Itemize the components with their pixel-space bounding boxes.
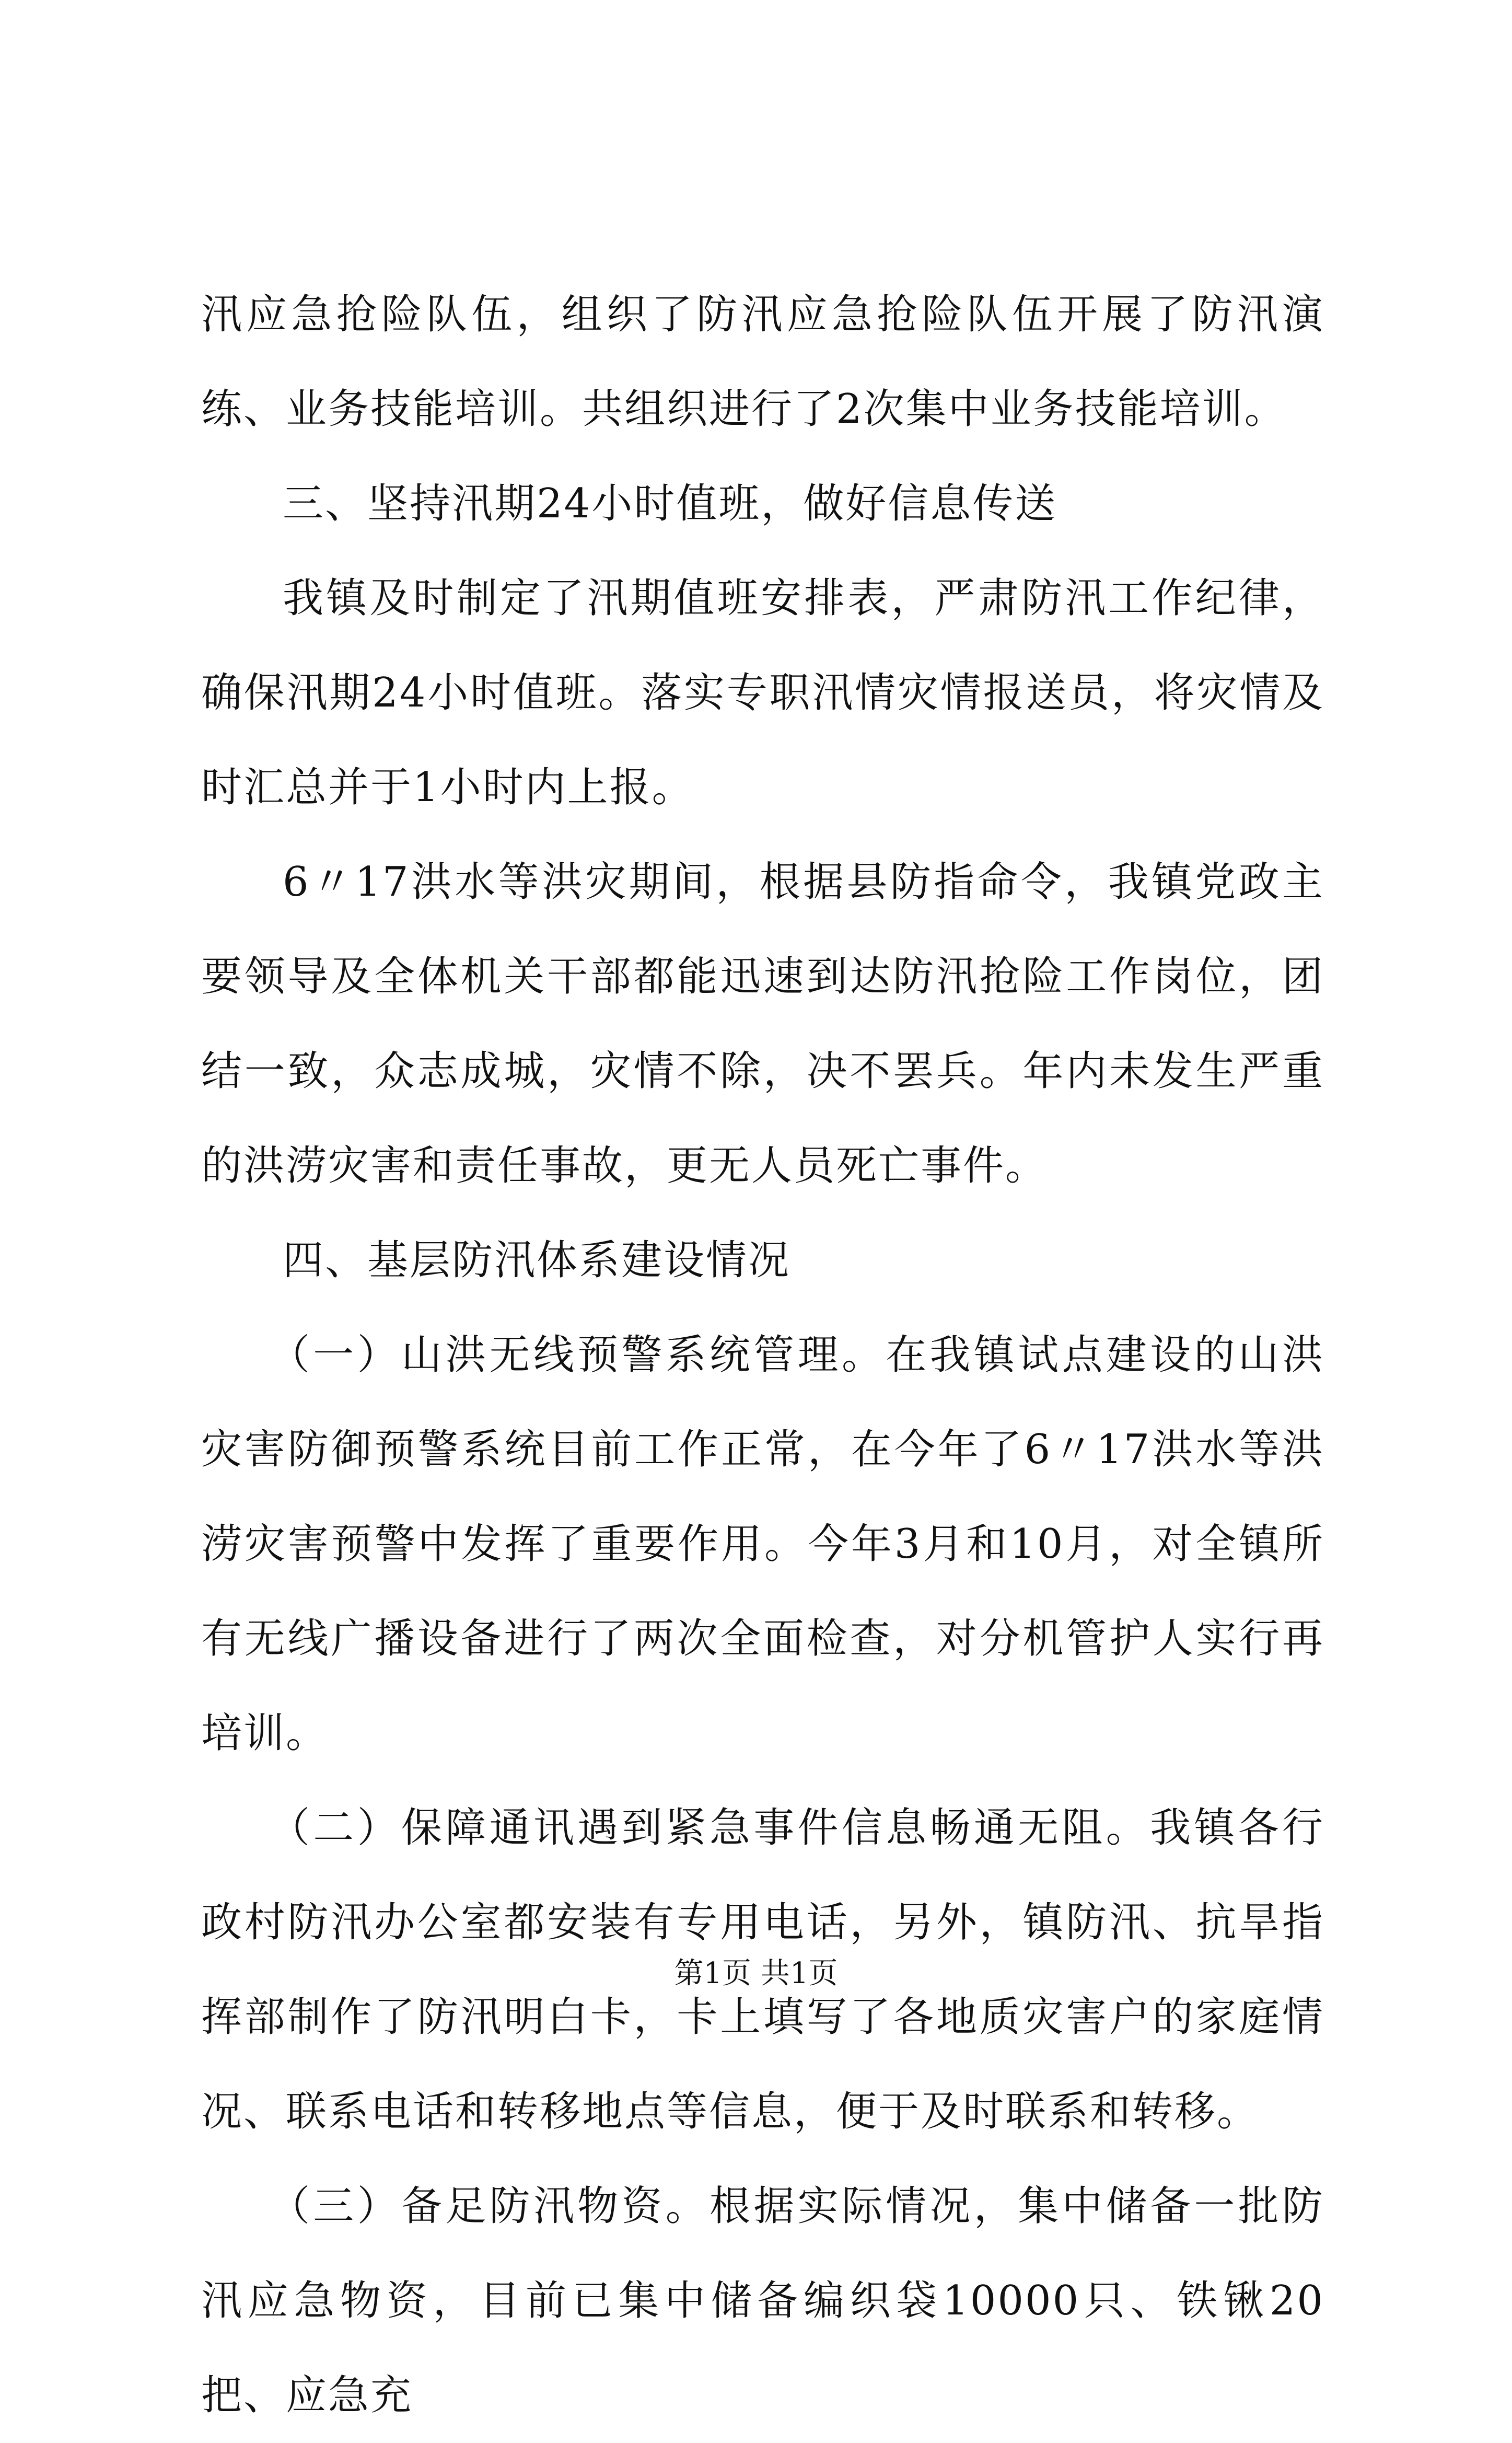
page-footer: 第1页 共1页 (674, 1956, 838, 1990)
section-heading-4: 四、基层防汛体系建设情况 (283, 1237, 791, 1284)
paragraph-item-1: （一）山洪无线预警系统管理。在我镇试点建设的山洪灾害防御预警系统目前工作正常，在今年了6〃17洪水等洪涝灾害预警中发挥了重要作用。今年3月和10月，对全镇所有无线广播设备进行了两次全面检查，对分机管护人实行再培训。 (201, 1332, 1324, 1757)
paragraph-item-3: （三）备足防汛物资。根据实际情况，集中储备一批防汛应急物资，目前已集中储备编织袋10000只、铁锹20把、应急充 (201, 2183, 1324, 2419)
paragraph-continued: 汛应急抢险队伍，组织了防汛应急抢险队伍开展了防汛演练、业务技能培训。共组织进行了2次集中业务技能培训。 (201, 291, 1324, 433)
section-heading-3: 三、坚持汛期24小时值班，做好信息传送 (283, 480, 1057, 527)
paragraph-duty-schedule: 我镇及时制定了汛期值班安排表，严肃防汛工作纪律，确保汛期24小时值班。落实专职汛情灾情报送员，将灾情及时汇总并于1小时内上报。 (201, 575, 1324, 811)
paragraph-item-2: （二）保障通讯遇到紧急事件信息畅通无阻。我镇各行政村防汛办公室都安装有专用电话，另外，镇防汛、抗旱指挥部制作了防汛明白卡，卡上填写了各地质灾害户的家庭情况、联系电话和转移地点等信息，便于及时联系和转移。 (201, 1804, 1324, 2135)
paragraph-flood-response: 6〃17洪水等洪灾期间，根据县防指命令，我镇党政主要领导及全体机关干部都能迅速到达防汛抢险工作岗位，团结一致，众志成城，灾情不除，决不罢兵。年内未发生严重的洪涝灾害和责任事故，更无人员死亡事件。 (201, 859, 1324, 1189)
document-body (201, 268, 1324, 2443)
